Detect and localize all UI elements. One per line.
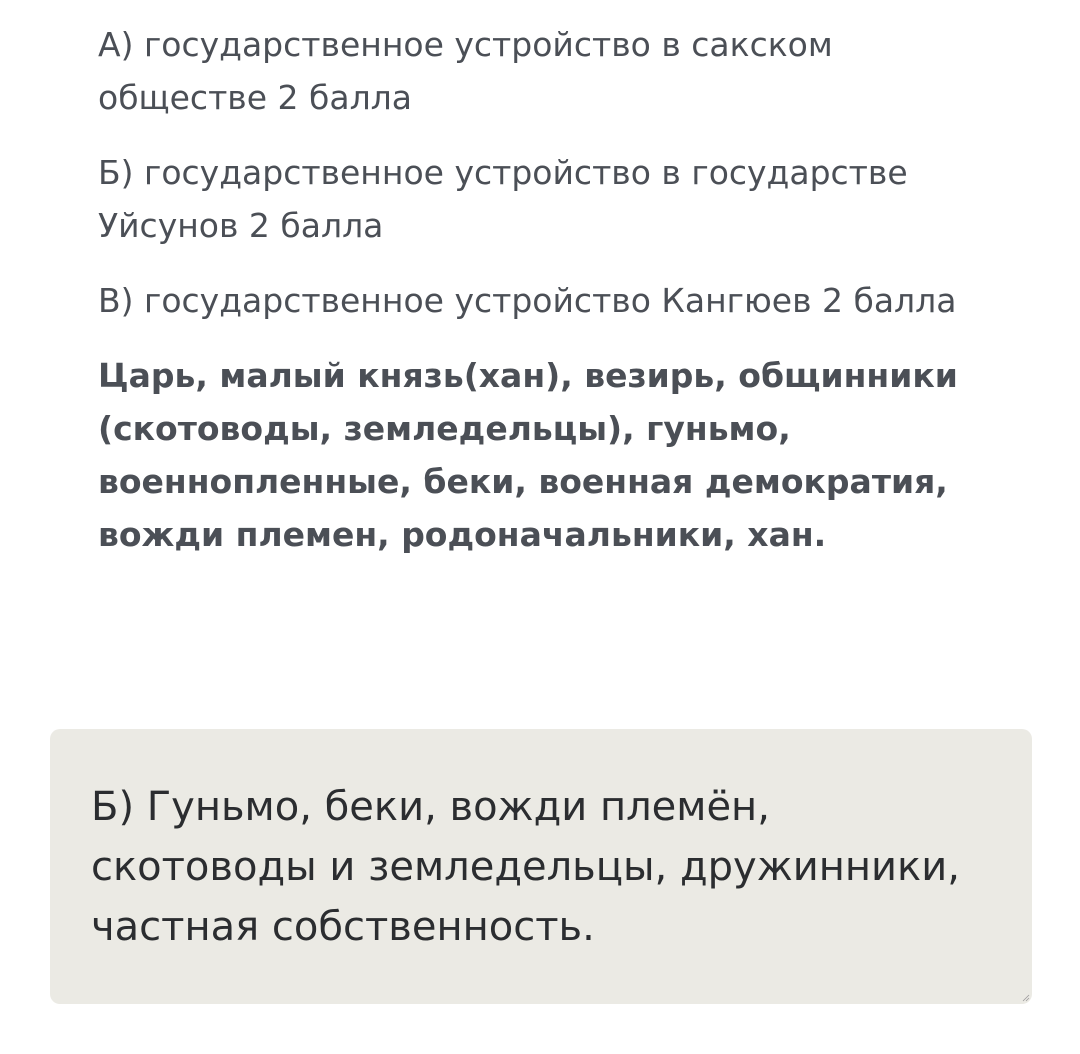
answer-textarea[interactable]	[50, 729, 1032, 1004]
option-a: А) государственное устройство в сакском обществе 2 балла	[98, 25, 833, 117]
question-block	[98, 18, 998, 561]
option-c: В) государственное устройство Кангюев 2 балла	[98, 281, 957, 320]
resize-handle-icon[interactable]	[1022, 994, 1030, 1002]
option-b: Б) государственное устройство в государстве Уйсунов 2 балла	[98, 153, 908, 245]
answer-text[interactable]: Б) Гуньмо, беки, вожди племён, скотоводы и земледельцы, дружинники, частная собственность.	[91, 784, 960, 950]
terms-list: Царь, малый князь(хан), везирь, общинники (скотоводы, земледельцы), гуньмо, военнопленные, беки, военная демократия, вожди племен, родоначальники, хан.	[98, 356, 958, 554]
